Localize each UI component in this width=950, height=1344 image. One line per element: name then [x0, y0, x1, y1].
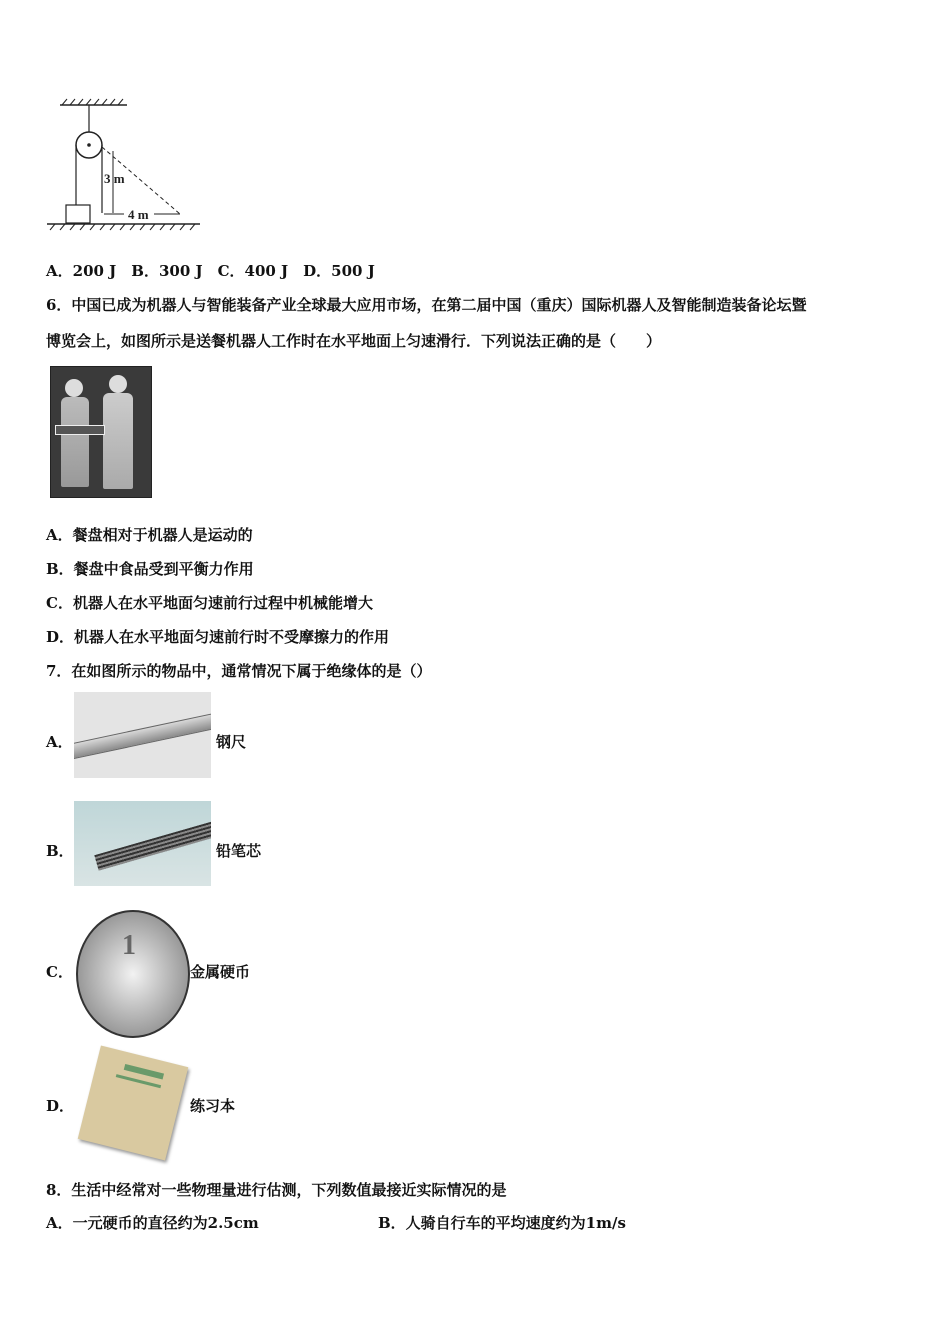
height-label: 3 m	[104, 171, 125, 186]
q8-option-b: B．人骑自行车的平均速度约为1m/s	[378, 1214, 626, 1232]
exercise-book-photo	[78, 1046, 189, 1161]
q6-option-a: A．餐盘相对于机器人是运动的	[46, 526, 253, 544]
robot-photo	[50, 366, 152, 498]
q6-option-d: D．机器人在水平地面匀速前行时不受摩擦力的作用	[46, 628, 390, 646]
q8-stem: 8．生活中经常对一些物理量进行估测，下列数值最接近实际情况的是	[46, 1181, 507, 1199]
pencil-lead-photo	[74, 801, 211, 886]
q7-option-a-label: 钢尺	[216, 733, 247, 751]
q7-option-d-label: 练习本	[190, 1097, 236, 1115]
q6-option-c: C．机器人在水平地面匀速前行过程中机械能增大	[46, 594, 373, 612]
q7-stem: 7．在如图所示的物品中，通常情况下属于绝缘体的是（）	[46, 662, 432, 680]
q6-stem-line2: 博览会上，如图所示是送餐机器人工作时在水平地面上匀速滑行．下列说法正确的是（ ）	[46, 332, 662, 350]
q7-option-d-letter: D．	[46, 1097, 75, 1115]
q7-option-c-label: 金属硬币	[190, 963, 251, 981]
steel-ruler-photo	[74, 692, 211, 778]
q6-option-b: B．餐盘中食品受到平衡力作用	[46, 560, 254, 578]
q8-option-a: A．一元硬币的直径约为2.5cm	[46, 1214, 259, 1232]
coin-photo: 1	[76, 910, 190, 1038]
q7-option-c-letter: C．	[46, 963, 73, 981]
pulley-diagram	[42, 95, 212, 235]
q6-stem-line1: 6．中国已成为机器人与智能装备产业全球最大应用市场，在第二届中国（重庆）国际机器人及智能制造装备论坛暨	[46, 296, 807, 314]
q7-option-b-label: 铅笔芯	[216, 842, 262, 860]
q5-options: A．200 J B．300 J C．400 J D．500 J	[46, 262, 375, 280]
q7-option-a-letter: A．	[46, 733, 73, 751]
q7-option-b-letter: B．	[46, 842, 74, 860]
width-label: 4 m	[128, 207, 149, 222]
